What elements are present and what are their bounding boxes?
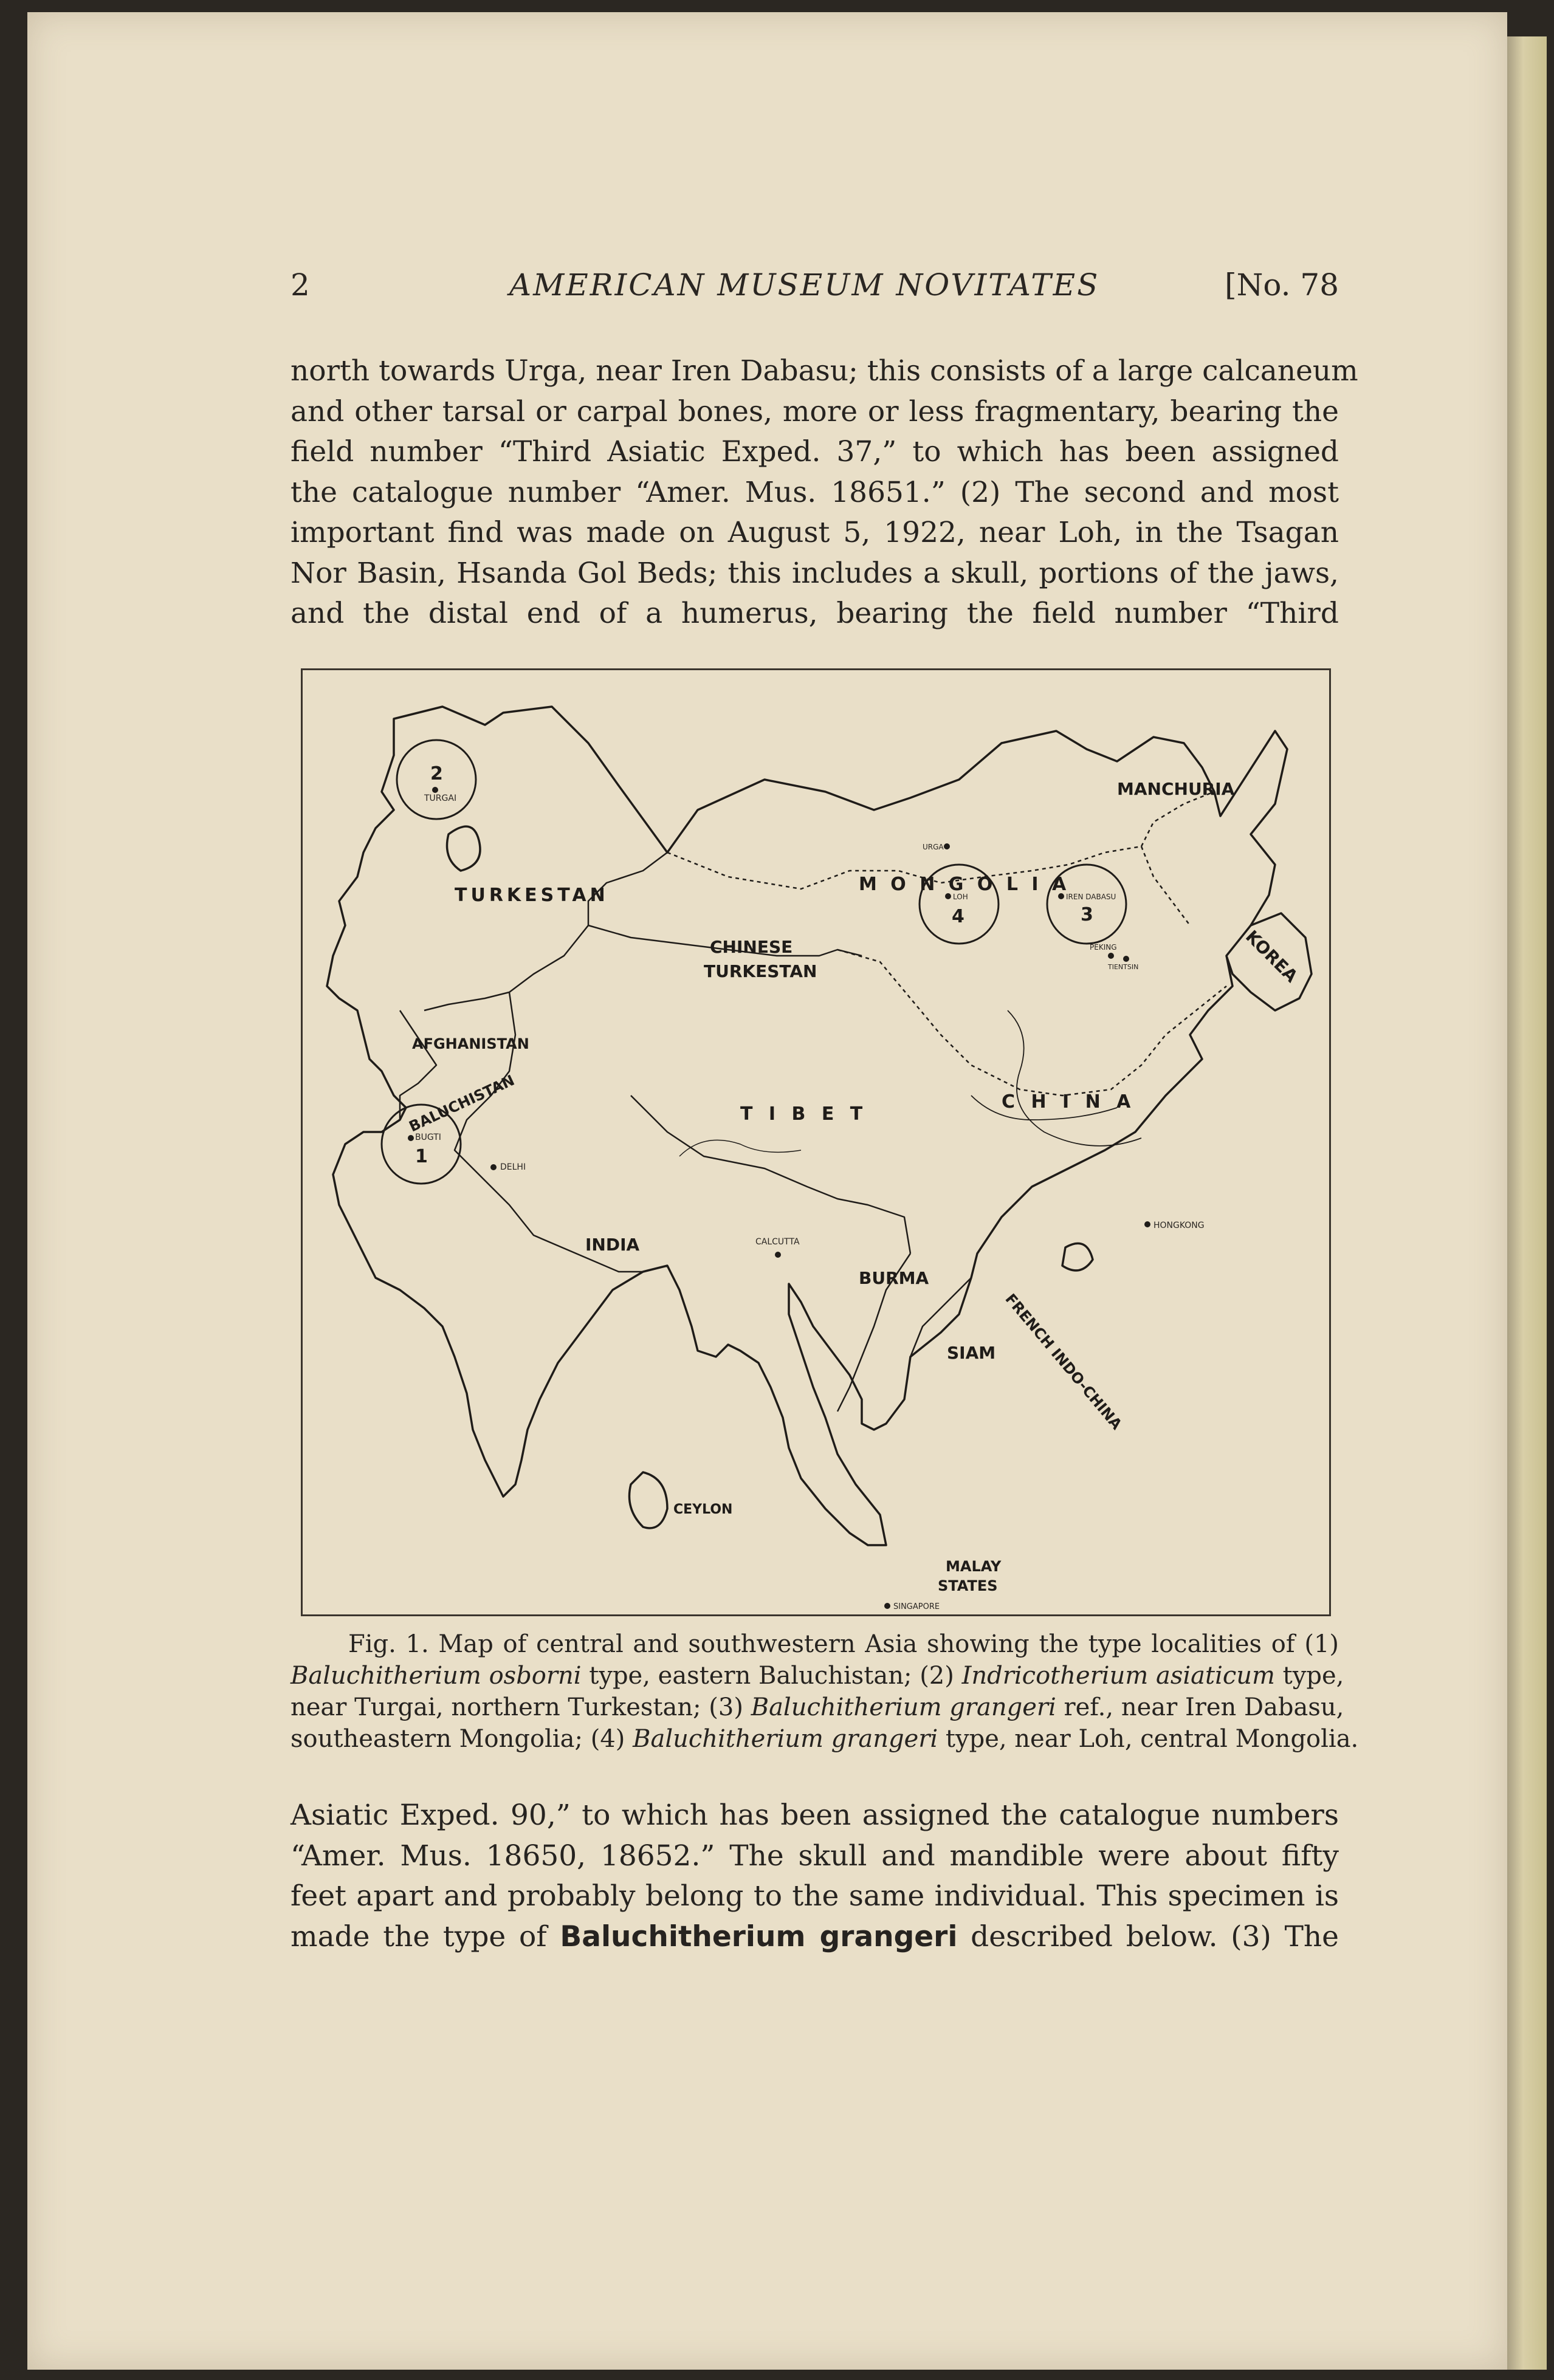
tientsin-dot <box>1123 956 1129 962</box>
text-line: “Amer. Mus. 18650, 18652.” The skull and mandible were about fifty <box>291 1839 1339 1873</box>
label-manchuria: MANCHURIA <box>1117 779 1235 799</box>
label-bugti: BUGTI <box>415 1133 441 1142</box>
hongkong-dot <box>1144 1221 1150 1227</box>
label-afghanistan: AFGHANISTAN <box>412 1035 529 1052</box>
running-head <box>291 267 1339 316</box>
hainan-island <box>1062 1243 1093 1271</box>
text-line: important find was made on August 5, 1922, near Loh, in the Tsagan <box>291 516 1339 549</box>
label-urga: URGA <box>923 843 944 851</box>
label-tientsin: TIENTSIN <box>1108 963 1139 971</box>
ceylon-island <box>630 1472 668 1528</box>
label-turgai: TURGAI <box>424 794 457 803</box>
label-siam: SIAM <box>947 1343 996 1363</box>
paragraph-top <box>291 351 1358 634</box>
caption-line <box>291 1723 1359 1755</box>
locality-number-4: 4 <box>952 906 964 927</box>
mainland-coastline <box>327 707 1287 1545</box>
text-fragment: made the type of <box>291 1919 560 1953</box>
label-baluchistan: BALUCHISTAN <box>406 1071 517 1136</box>
river <box>679 1140 801 1156</box>
text-line: and other tarsal or carpal bones, more or less fragmentary, bearing the <box>291 394 1339 428</box>
turgai-dot <box>432 787 438 793</box>
label-korea: KOREA <box>1242 926 1302 987</box>
delhi-dot <box>490 1164 497 1170</box>
next-page-edge <box>1507 36 1547 2370</box>
caption-text: southeastern Mongolia; (4) <box>291 1725 633 1753</box>
caption-text: type, near Loh, central Mongolia. <box>938 1725 1359 1753</box>
species-name-bold: Baluchitherium grangeri <box>560 1919 958 1953</box>
caption-line <box>291 1692 1344 1723</box>
calcutta-dot <box>775 1252 781 1258</box>
label-calcutta: CALCUTTA <box>755 1237 800 1247</box>
map-figure <box>301 668 1331 1616</box>
text-line: Asiatic Exped. 90,” to which has been assigned the catalogue numbers <box>291 1799 1339 1832</box>
caption-species: Indricotherium asiaticum <box>961 1662 1275 1690</box>
caption-line <box>291 1660 1344 1692</box>
text-line <box>291 1917 1339 1958</box>
label-chinese: CHINESE <box>710 937 793 957</box>
text-line: north towards Urga, near Iren Dabasu; this consists of a large calcaneum <box>291 354 1358 388</box>
bugti-dot <box>408 1135 414 1141</box>
caption-text: type, eastern Baluchistan; (2) <box>581 1662 962 1690</box>
caption-text: ref., near Iren Dabasu, <box>1056 1693 1344 1721</box>
label-french-indochina: FRENCH INDO-CHINA <box>1002 1290 1126 1433</box>
caption-species: Baluchitherium osborni <box>291 1662 582 1690</box>
label-china: C H I N A <box>1002 1091 1136 1113</box>
text-line: Nor Basin, Hsanda Gol Beds; this includes a skull, portions of the jaws, <box>291 556 1339 590</box>
peking-dot <box>1108 953 1114 959</box>
label-states: STATES <box>938 1577 998 1594</box>
turkestan-china-border <box>424 852 667 1010</box>
label-burma: BURMA <box>859 1268 929 1288</box>
text-line: the catalogue number “Amer. Mus. 18651.” (2) The second and most <box>291 475 1339 509</box>
asia-map <box>303 670 1329 1614</box>
caption-species: Baluchitherium grangeri <box>751 1693 1056 1721</box>
text-line: feet apart and probably belong to the same individual. This specimen is <box>291 1879 1339 1913</box>
label-tibet: T I B E T <box>740 1103 868 1125</box>
india-border <box>455 992 643 1272</box>
journal-title: AMERICAN MUSEUM NOVITATES <box>509 267 1100 303</box>
manchuria-border <box>1141 792 1214 925</box>
aral-sea <box>447 826 481 871</box>
locality-number-3: 3 <box>1081 904 1093 925</box>
text-line: and the distal end of a humerus, bearing the field number “Third <box>291 597 1339 630</box>
caption-species: Baluchitherium grangeri <box>633 1725 938 1753</box>
label-loh: LOH <box>953 893 968 901</box>
label-mongolia: M O N G O L I A <box>859 874 1070 895</box>
urga-dot <box>944 843 950 849</box>
figure-caption <box>291 1628 1359 1755</box>
caption-line <box>291 1628 1339 1660</box>
river <box>1008 1010 1141 1146</box>
label-delhi: DELHI <box>500 1162 526 1172</box>
locality-number-1: 1 <box>415 1146 428 1167</box>
singapore-dot <box>884 1603 890 1609</box>
label-hongkong: HONGKONG <box>1153 1221 1205 1230</box>
label-ceylon: CEYLON <box>673 1502 733 1517</box>
label-turkestan: TURKESTAN <box>455 885 609 906</box>
china-internal-border <box>837 950 1226 1096</box>
afghanistan-border <box>400 1010 436 1120</box>
label-peking: PEKING <box>1090 943 1117 952</box>
label-india: INDIA <box>585 1235 640 1255</box>
caption-text: near Turgai, northern Turkestan; (3) <box>291 1693 751 1721</box>
text-fragment: described below. (3) The <box>957 1919 1339 1953</box>
paragraph-bottom <box>291 1795 1339 1957</box>
text-line: field number “Third Asiatic Exped. 37,” to which has been assigned <box>291 435 1339 468</box>
issue-number: [No. 78 <box>1225 267 1339 303</box>
caption-text: type, <box>1274 1662 1344 1690</box>
label-iren-dabasu: IREN DABASU <box>1066 893 1116 901</box>
label-malay: MALAY <box>946 1558 1002 1575</box>
label-singapore: SINGAPORE <box>893 1602 940 1611</box>
page-number: 2 <box>291 267 310 303</box>
caption-text: Fig. 1. Map of central and southwestern Asia showing the type localities of (1) <box>348 1630 1339 1658</box>
label-chinese-turkestan: TURKESTAN <box>704 961 817 981</box>
locality-number-2: 2 <box>430 763 443 784</box>
